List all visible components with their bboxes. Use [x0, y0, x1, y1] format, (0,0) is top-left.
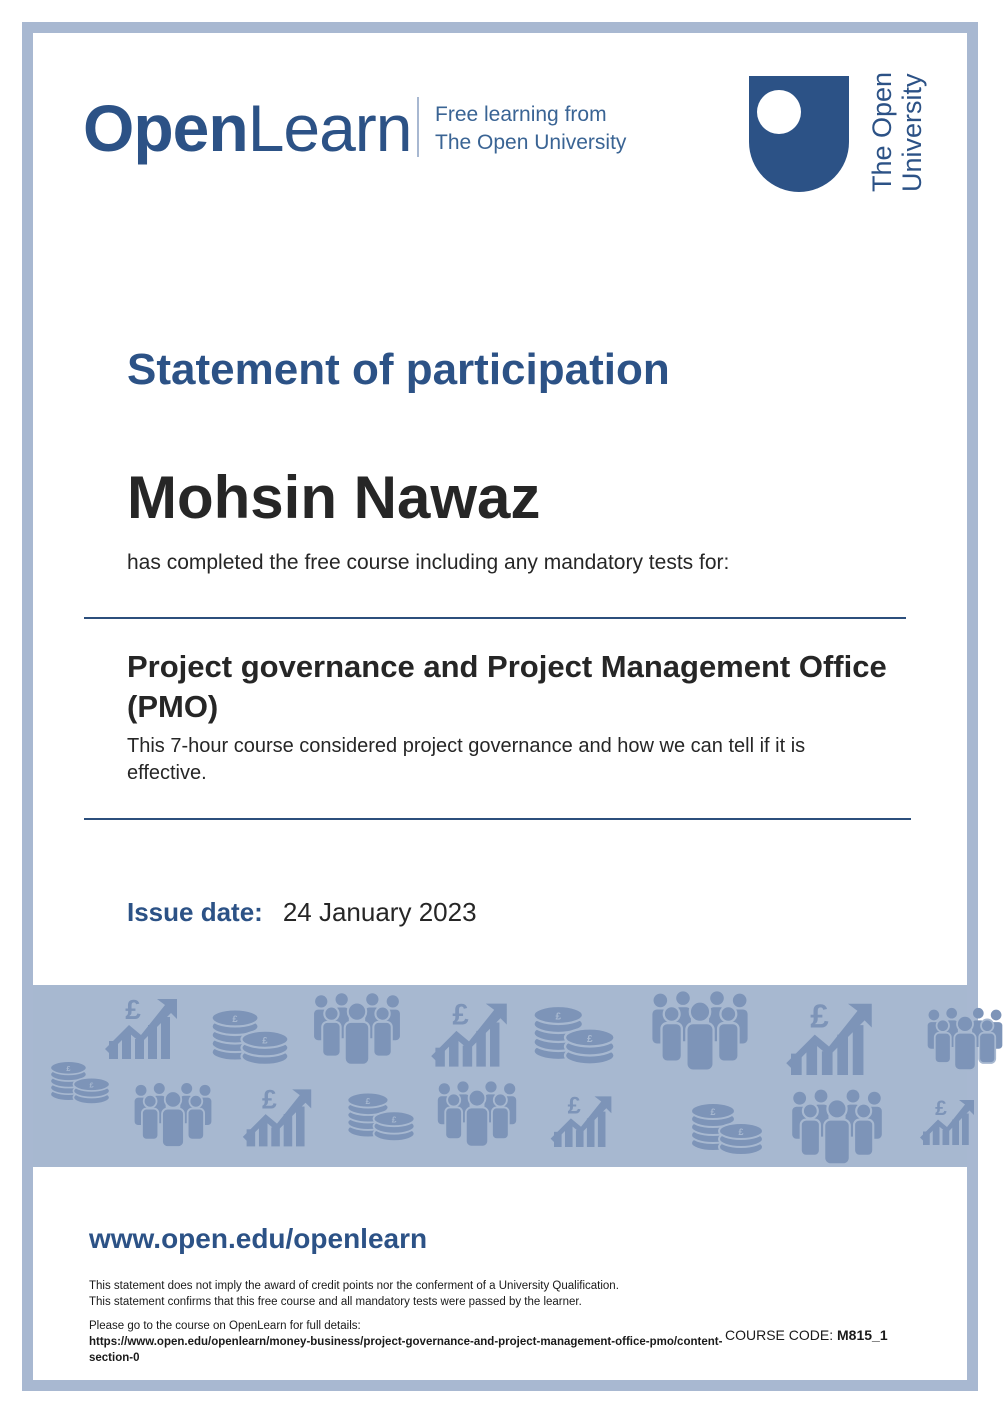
people-icon: [649, 991, 751, 1071]
coins-icon: [529, 999, 619, 1067]
coins-icon: [687, 1097, 767, 1157]
decorative-icon-banner: [33, 985, 967, 1167]
disclaimer-text: [89, 1278, 729, 1310]
completion-text: has completed the free course including any mandatory tests for:: [127, 551, 730, 574]
ou-text-line1: The Open: [867, 71, 897, 192]
people-icon: [789, 1089, 885, 1165]
course-code: [725, 1327, 888, 1343]
open-university-logo[interactable]: [741, 71, 927, 206]
coins-icon: [343, 1087, 419, 1143]
growth-chart-icon: [239, 1085, 315, 1147]
coins-icon: [207, 1003, 293, 1067]
certificate-title: Statement of participation: [127, 345, 670, 394]
learner-name: Mohsin Nawaz: [127, 464, 541, 531]
wordmark-learn: Learn: [247, 91, 412, 165]
details-intro: Please go to the course on OpenLearn for full details:: [89, 1320, 361, 1332]
issue-date-value: 24 January 2023: [282, 897, 477, 927]
growth-chart-icon: [781, 999, 877, 1075]
openlearn-site-link[interactable]: www.open.edu/openlearn: [89, 1223, 428, 1254]
ou-shield-circle: [757, 90, 801, 134]
people-icon: [311, 993, 403, 1065]
course-title: Project governance and Project Management Office (PMO): [127, 649, 887, 724]
ou-shield-icon: [749, 76, 849, 192]
divider-bottom: [84, 818, 911, 820]
growth-chart-icon: [101, 995, 181, 1059]
logo-divider: [417, 97, 419, 157]
issue-date-label: Issue date:: [127, 897, 263, 927]
disclaimer-line1: This statement does not imply the award of credit points nor the conferment of a University Qualification.: [89, 1280, 619, 1292]
tagline-line2: The Open University: [435, 131, 627, 154]
openlearn-wordmark: [83, 93, 412, 163]
wordmark-open: Open: [83, 91, 248, 165]
logo-tagline: [435, 101, 655, 157]
ou-text-line2: University: [897, 73, 927, 192]
coins-icon: [47, 1055, 113, 1107]
divider-top: [84, 617, 906, 619]
course-description: This 7-hour course considered project governance and how we can tell if it is effective.: [127, 735, 806, 784]
course-code-label: COURSE CODE:: [725, 1327, 834, 1343]
disclaimer-line2: This statement confirms that this free course and all mandatory tests were passed by the learner.: [89, 1296, 582, 1308]
course-details: [89, 1318, 729, 1366]
growth-chart-icon: [547, 1093, 615, 1147]
course-code-value: M815_1: [837, 1327, 888, 1343]
issue-date-row: [127, 897, 477, 928]
tagline-line1: Free learning from: [435, 103, 607, 126]
course-url-link[interactable]: https://www.open.edu/openlearn/money-business/project-governance-and-project-management-office-pmo/content-section-0: [89, 1336, 723, 1364]
people-icon: [925, 1003, 1005, 1075]
certificate-frame: [22, 22, 978, 1391]
people-icon: [131, 1083, 215, 1147]
people-icon: [435, 1081, 519, 1147]
growth-chart-icon: [427, 999, 511, 1067]
growth-chart-icon: [917, 1095, 977, 1147]
